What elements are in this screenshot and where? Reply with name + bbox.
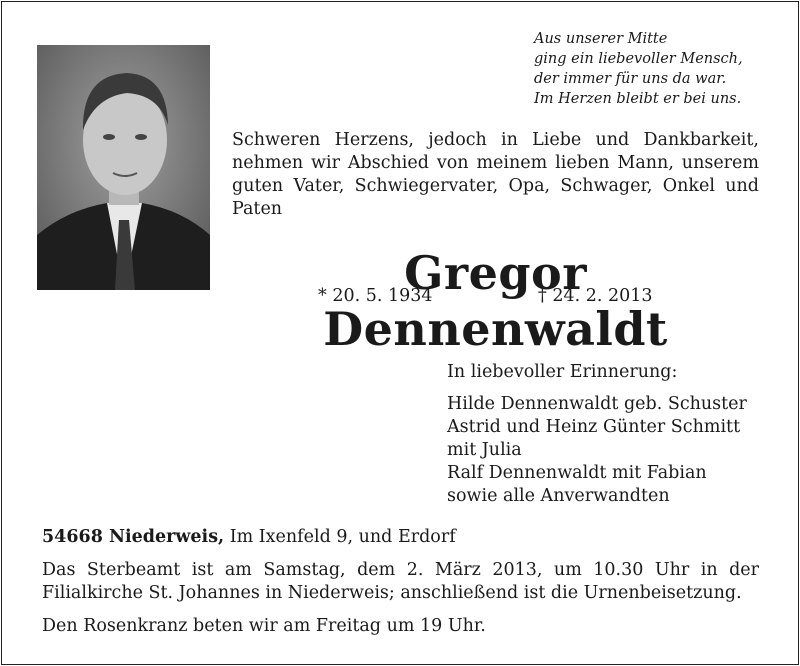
mourners-list: [447, 361, 747, 508]
mourners-heading: In liebevoller Erinnerung:: [447, 362, 678, 382]
address-street: Im Ixenfeld 9, und Erdorf: [224, 527, 456, 547]
intro-text: Schweren Herzens, jedoch in Liebe und Dankbarkeit, nehmen wir Abschied von meinem lieben Mann, unserem guten Vater, Schwiegervater, Opa, Schwager, Onkel und Paten: [232, 130, 759, 219]
mourner-line: sowie alle Anverwandten: [447, 486, 670, 506]
portrait-photo: [37, 45, 210, 290]
address: [42, 526, 759, 549]
birth-date: * 20. 5. 1934: [318, 286, 433, 306]
poem-line: der immer für uns da war.: [534, 71, 727, 87]
mourner-line: Astrid und Heinz Günter Schmitt: [447, 417, 741, 437]
mourner-line: Ralf Dennenwaldt mit Fabian: [447, 463, 707, 483]
service-info: [42, 526, 759, 638]
mourner-line: Hilde Dennenwaldt geb. Schuster: [447, 394, 747, 414]
rosary-details: Den Rosenkranz beten wir am Freitag um 19 Uhr.: [42, 616, 486, 636]
address-town: 54668 Niederweis,: [42, 527, 225, 547]
poem-line: Aus unserer Mitte: [534, 31, 668, 47]
death-date: † 24. 2. 2013: [538, 286, 653, 306]
funeral-details: Das Sterbeamt ist am Samstag, dem 2. März 2013, um 10.30 Uhr in der Filialkirche St. Johannes in Niederweis; anschließend ist die Urnenbeisetzung.: [42, 560, 759, 603]
poem-line: Im Herzen bleibt er bei uns.: [534, 91, 742, 107]
poem: [534, 29, 743, 109]
deceased-name: Gregor Dennenwaldt: [323, 246, 668, 356]
poem-line: ging ein liebevoller Mensch,: [534, 51, 743, 67]
mourner-line: mit Julia: [447, 440, 522, 460]
